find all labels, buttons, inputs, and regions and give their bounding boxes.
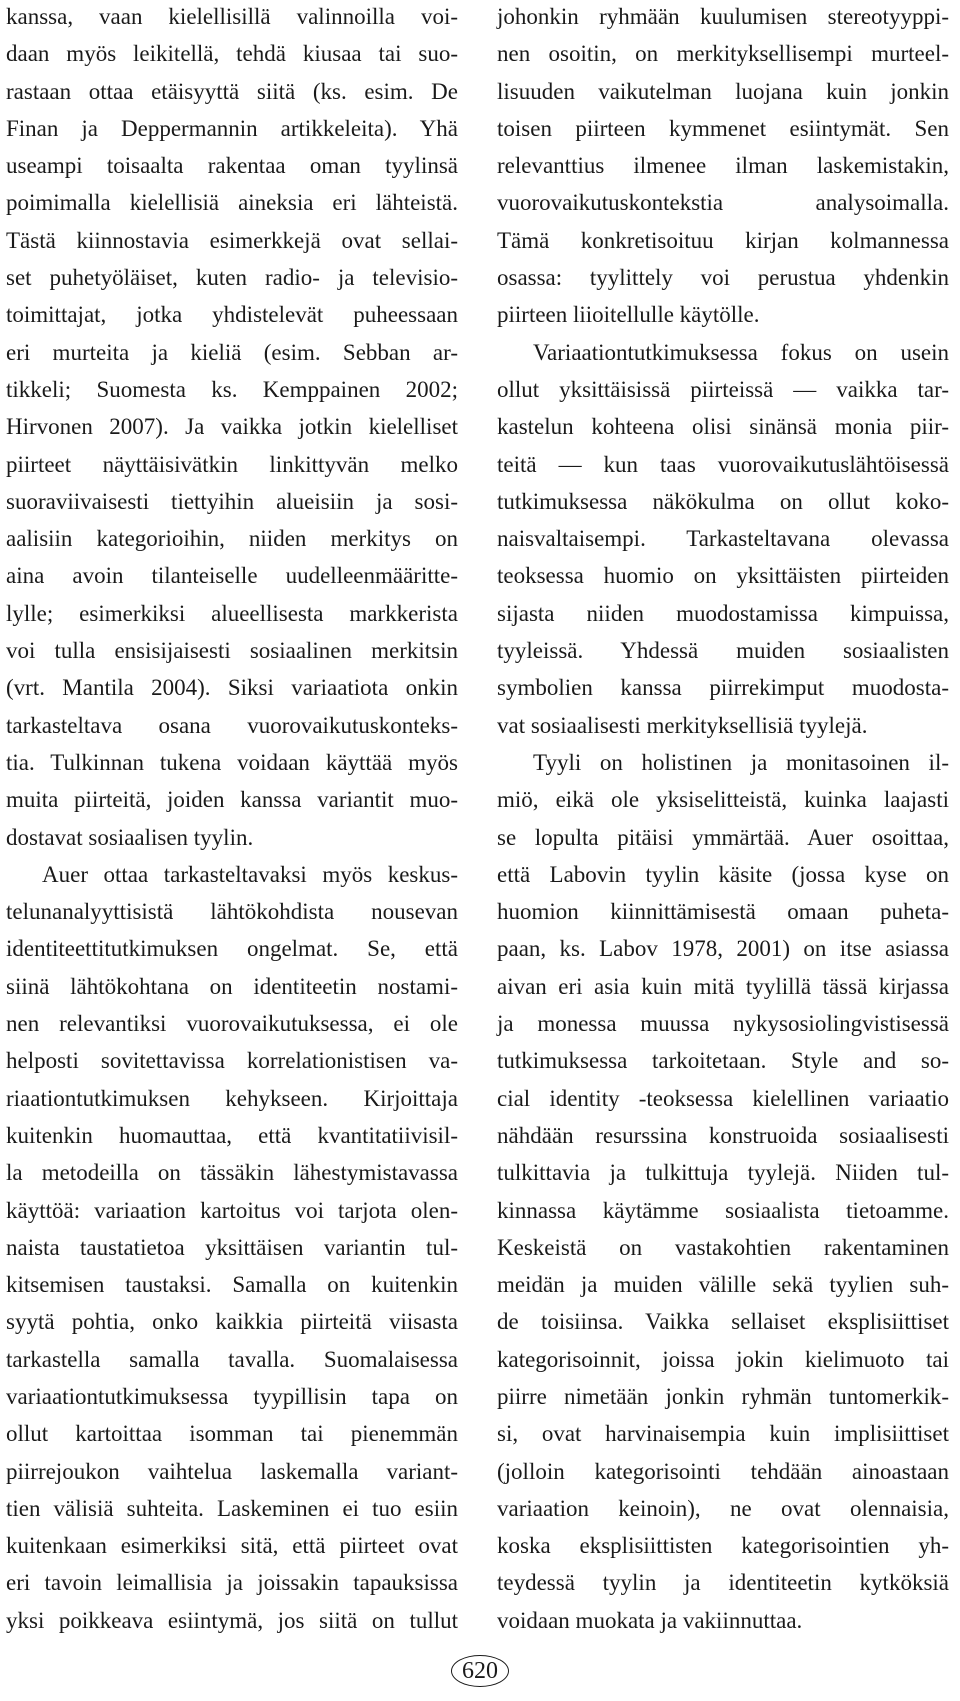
text-line: paan, ks. Labov 1978, 2001) on itse asiassa — [497, 936, 949, 962]
text-line: voidaan muokata ja vakiinnuttaa. — [497, 1607, 803, 1633]
text-line: dostavat sosiaalisen tyylin. — [6, 824, 254, 850]
text-line: toimittajat, jotka yhdistelevät puheessaan — [6, 302, 458, 328]
text-line: useampi toisaalta rakentaa oman tyylinsä — [6, 153, 458, 179]
text-line: voi tulla ensisijaisesti sosiaalinen merkitsin — [6, 638, 458, 664]
text-line: osassa: tyylittely voi perustua yhdenkin — [497, 265, 949, 291]
text-line: naisvaltaisempi. Tarkasteltavana olevassa — [497, 526, 949, 552]
text-line: kanssa, vaan kielellisillä valinnoilla voi- — [6, 4, 458, 29]
text-line: de toisiinsa. Vaikka sellaiset eksplisiittiset — [497, 1309, 949, 1335]
text-line: kinnassa käytämme sosiaalista tietoamme. — [497, 1197, 949, 1223]
text-line: set puhetyöläiset, kuten radio- ja televisio- — [6, 265, 458, 291]
text-line: la metodeilla on tässäkin lähestymistavassa — [6, 1160, 458, 1186]
text-line: si, ovat harvinaisempia kuin implisiittiset — [497, 1421, 949, 1447]
text-line: tarkastella samalla tavalla. Suomalaisessa — [6, 1346, 458, 1372]
text-line: vuorovaikutuskontekstia analysoimalla. — [497, 190, 949, 216]
text-line: koska eksplisiittisten kategorisointien yh- — [497, 1533, 949, 1559]
text-line: kitsemisen taustaksi. Samalla on kuitenkin — [6, 1272, 458, 1298]
text-line: piirre nimetään jonkin ryhmän tuntomerkik- — [497, 1383, 949, 1409]
text-line: tia. Tulkinnan tukena voidaan käyttää myös — [6, 749, 458, 775]
text-line: rastaan ottaa etäisyyttä siitä (ks. esim. De — [6, 78, 458, 104]
text-line: piirteet näyttäisivätkin linkittyvän melko — [6, 451, 458, 477]
left-text-column — [6, 0, 458, 1639]
text-line: Tästä kiinnostavia esimerkkejä ovat sellai- — [6, 227, 458, 253]
text-line: lisuuden vaikutelman luojana kuin jonkin — [497, 78, 949, 104]
text-line: Variaationtutkimuksessa fokus on usein — [533, 339, 949, 365]
text-line: naista taustatietoa yksittäisen variantin tul- — [6, 1234, 458, 1260]
text-line: siinä lähtökohtana on identiteetin nostami- — [6, 973, 458, 999]
text-line: kategorisoinnit, joissa jokin kielimuoto tai — [497, 1346, 949, 1372]
text-line: tikkeli; Suomesta ks. Kemppainen 2002; — [6, 376, 458, 402]
text-line: Auer ottaa tarkasteltavaksi myös keskus- — [42, 861, 458, 887]
text-line: symbolien kanssa piirrekimput muodosta- — [497, 675, 949, 701]
text-line: aivan eri asia kuin mitä tyylillä tässä kirjassa — [497, 973, 949, 999]
text-line: meidän ja muiden välille sekä tyylien suh- — [497, 1272, 949, 1298]
text-line: ollut kartoittaa isomman tai pienemmän — [6, 1421, 458, 1447]
text-line: tarkasteltava osana vuorovaikutuskonteks- — [6, 712, 458, 738]
text-line: teydessä tyylin ja identiteetin kytköksiä — [497, 1570, 949, 1596]
text-line: (vrt. Mantila 2004). Siksi variaatiota onkin — [6, 675, 458, 701]
text-line: toisen piirteen kymmenet esiintymät. Sen — [497, 115, 949, 141]
text-line: Keskeistä on vastakohtien rakentaminen — [497, 1234, 949, 1260]
text-line: että Labovin tyylin käsite (jossa kyse on — [497, 861, 949, 887]
text-line: eri tavoin leimallisia ja joissakin tapauksissa — [6, 1570, 458, 1596]
text-line: eri murteita ja kieliä (esim. Sebban ar- — [6, 339, 458, 365]
text-line: käyttöä: variaation kartoitus voi tarjota olen- — [6, 1197, 458, 1223]
text-line: tyyleissä. Yhdessä muiden sosiaalisten — [497, 638, 949, 664]
text-line: kuitenkaan esimerkiksi sitä, että piirteet ovat — [6, 1533, 458, 1559]
text-line: teitä — kun taas vuorovaikutuslähtöisessä — [497, 451, 949, 477]
text-line: nen osoitin, on merkityksellisempi murteel- — [497, 41, 949, 67]
text-line: johonkin ryhmään kuulumisen stereotyyppi- — [497, 4, 949, 29]
text-line: variaationtutkimuksessa tyypillisin tapa on — [6, 1383, 458, 1409]
text-line: yksi poikkeava esiintymä, jos siitä on tullut — [6, 1607, 458, 1633]
text-line: helposti sovitettavissa korrelationistisen va- — [6, 1048, 458, 1074]
text-line: cial identity -teoksessa kielellinen variaatio — [497, 1085, 949, 1111]
text-line: nähdään resurssina konstruoida sosiaalisesti — [497, 1122, 949, 1148]
text-line: daan myös leikitellä, tehdä kiusaa tai suo- — [6, 41, 458, 67]
text-line: Tyyli on holistinen ja monitasoinen il- — [533, 749, 949, 775]
text-line: poimimalla kielellisiä aineksia eri lähteistä. — [6, 190, 458, 216]
text-line: relevanttius ilmenee ilman laskemistakin, — [497, 153, 949, 179]
text-line: ja monessa muussa nykysosiolingvistisessä — [497, 1011, 949, 1037]
text-line: tutkimuksessa tarkoitetaan. Style and so- — [497, 1048, 949, 1074]
text-line: Tämä konkretisoituu kirjan kolmannessa — [497, 227, 949, 253]
text-line: (jolloin kategorisointi tehdään ainoastaan — [497, 1458, 949, 1484]
text-line: aina avoin tilanteiselle uudelleenmäärittе- — [6, 563, 458, 589]
text-line: vat sosiaalisesti merkityksellisiä tyylejä. — [497, 712, 868, 738]
text-line: nen relevantiksi vuorovaikutuksessa, ei ole — [6, 1011, 458, 1037]
text-line: riaationtutkimuksen kehykseen. Kirjoittaja — [6, 1085, 458, 1111]
text-line: Finan ja Deppermannin artikkeleita). Yhä — [6, 115, 458, 141]
text-line: piirteen liioitellulle käytölle. — [497, 302, 760, 328]
text-line: tulkittavia ja tulkittuja tyylejä. Niiden tul- — [497, 1160, 949, 1186]
text-line: syytä pohtia, onko kaikkia piirteitä viisasta — [6, 1309, 458, 1335]
text-line: lylle; esimerkiksi alueellisesta markkerista — [6, 600, 458, 626]
text-line: muita piirteitä, joiden kanssa variantit muo- — [6, 787, 458, 813]
text-line: sijasta niiden muodostamissa kimpuissa, — [497, 600, 949, 626]
text-line: Hirvonen 2007). Ja vaikka jotkin kielelliset — [6, 414, 458, 440]
text-line: kuitenkin huomauttaa, että kvantitatiivisil- — [6, 1122, 458, 1148]
text-line: aalisiin kategorioihin, niiden merkitys on — [6, 526, 458, 552]
text-line: variaation keinoin), ne ovat olennaisia, — [497, 1495, 949, 1521]
text-line: piirrejoukon vaihtelua laskemalla variant- — [6, 1458, 458, 1484]
text-line: teoksessa huomio on yksittäisten piirteiden — [497, 563, 949, 589]
text-line: tutkimuksessa näkökulma on ollut koko- — [497, 488, 949, 514]
text-line: telunanalyyttisistä lähtökohdista nousevan — [6, 899, 458, 925]
text-line: miö, eikä ole yksiselitteistä, kuinka laajasti — [497, 787, 949, 813]
text-line: identiteettitutkimuksen ongelmat. Se, että — [6, 936, 458, 962]
text-line: kastelun kohteena olisi sinänsä monia piir- — [497, 414, 949, 440]
text-line: ollut yksittäisissä piirteissä — vaikka tar- — [497, 376, 949, 402]
text-line: se lopulta pitäisi ymmärtää. Auer osoittaa, — [497, 824, 949, 850]
text-line: suoraviivaisesti tiettyihin alueisiin ja sosi- — [6, 488, 458, 514]
text-line: huomion kiinnittämisestä omaan puheta- — [497, 899, 949, 925]
text-line: tien välisiä suhteita. Laskeminen ei tuo esiin — [6, 1495, 458, 1521]
page-number: 620 — [451, 1655, 509, 1687]
right-text-column — [497, 0, 949, 1639]
